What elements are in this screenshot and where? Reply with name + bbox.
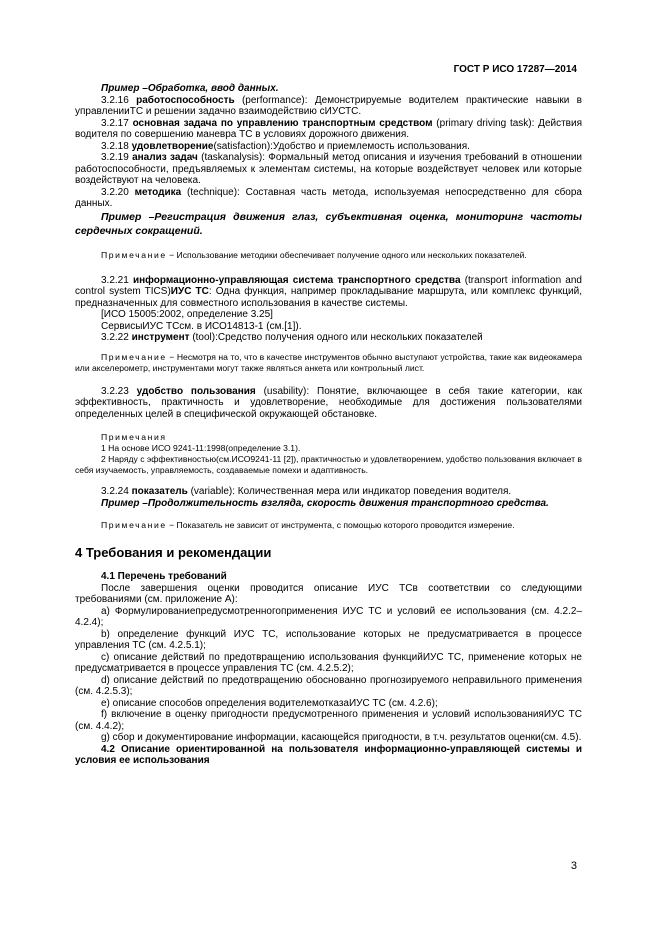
term-title: удовлетворение <box>131 140 214 152</box>
list-item: c) описание действий по предотвращению использования функцийИУС ТС, применение которых не предусматривается в процессе управления ТС (см. 4.2.5.2); <box>75 651 582 674</box>
note-item: 1 На основе ИСО 9241-11:1998(определение 3.1). <box>101 443 301 453</box>
reference: СервисыИУС ТСсм. в ИСО14813-1 (см.[1]). <box>101 320 302 332</box>
example-text: Пример –Продолжительность взгляда, скорость движения транспортного средства. <box>101 497 549 509</box>
note: Примечание − Использование методики обеспечивает получение одного или нескольких показателей. <box>101 249 527 260</box>
term-title: информационно-управляющая система транспортного средства <box>132 274 461 286</box>
term-abbreviation: ИУС ТС <box>170 286 209 297</box>
example-text: Пример –Обработка, ввод данных. <box>101 83 279 94</box>
list-item: a) Формулированиепредусмотренногоприменения ИУС ТС и условий ее использования (см. 4.2.2–4.2.4); <box>75 605 582 628</box>
note: Примечание − Несмотря на то, что в качестве инструментов обычно выступают устройства, такие как видеокамера или акселерометр, инструментами могут также являться анкета или контрольный лист. <box>75 351 582 373</box>
term-title: работоспособность <box>136 94 235 106</box>
document-body <box>75 83 582 767</box>
example-text: Пример –Регистрация движения глаз, субъективная оценка, мониторинг частоты сердечных сокращений. <box>75 210 582 237</box>
note-item: 2 Наряду с эффективностью(см.ИСО9241-11 [2]), практичностью и удовлетворением, удобство пользования включает в себя изучаемость, управляемость, создаваемые помехи и адаптивность. <box>75 454 582 475</box>
term-3-2-17: 3.2.17 основная задача по управлению транспортным средством (primary driving task): Действия водителя по совершению маневра ТС в условиях дорожного движения. <box>75 117 582 140</box>
term-title: инструмент <box>131 332 190 343</box>
paragraph: После завершения оценки проводится описание ИУС ТСв соответствии со следующими требованиями (см. приложение А): <box>75 582 582 605</box>
list-item: e) описание способов определения водителемотказаИУС ТС (см. 4.2.6); <box>101 697 438 709</box>
list-item: g) сбор и документирование информации, касающейся пригодности, в т.ч. результатов оценки(см. 4.5). <box>101 732 582 743</box>
section-heading-4: 4 Требования и рекомендации <box>75 545 272 560</box>
notes-label: Примечания <box>101 432 167 442</box>
term-3-2-20: 3.2.20 методика (technique): Составная часть метода, используемая непосредственно для сбора данных. <box>75 186 582 209</box>
subsection-heading-4-2: 4.2 Описание ориентированной на пользователя информационно-управляющей системы и условия ее использования <box>75 743 582 766</box>
term-title: основная задача по управлению транспортным средством <box>132 117 433 129</box>
list-item: b) определение функций ИУС ТС, использование которых не предусматривается в процессе управления ТС (см. 4.2.5.1); <box>75 628 582 651</box>
page-number: 3 <box>570 860 577 872</box>
term-title: анализ задач <box>132 152 198 163</box>
term-3-2-21: 3.2.21 информационно-управляющая система транспортного средства (transport information and control system TICS)ИУС ТС: Одна функция, например прокладывание маршрута, или комплекс функций, предназначенных для совместного использования в качестве системы. <box>75 274 582 309</box>
note: Примечание − Показатель не зависит от инструмента, с помощью которого проводится измерение. <box>101 520 515 530</box>
list-item: d) описание действий по предотвращению обоснованно прогнозируемого неправильного применения (см. 4.2.5.3); <box>75 674 582 697</box>
term-3-2-18: 3.2.18 удовлетворение(satisfaction):Удобство и приемлемость использования. <box>101 140 470 152</box>
term-title: показатель <box>131 486 188 497</box>
term-3-2-16: 3.2.16 работоспособность (performance): Демонстрируемые водителем практические навыки в управленииТС и решении задачно взаимодействию сИУСТС. <box>75 94 582 117</box>
reference: [ИСО 15005:2002, определение 3.25] <box>101 309 273 320</box>
term-3-2-24: 3.2.24 показатель (variable): Количественная мера или индикатор поведения водителя. <box>101 486 512 497</box>
document-code: ГОСТ Р ИСО 17287—2014 <box>453 64 577 75</box>
term-3-2-22: 3.2.22 инструмент (tool):Средство получения одного или нескольких показателей <box>101 332 483 343</box>
subsection-heading-4-1: 4.1 Перечень требований <box>101 571 227 582</box>
term-title: методика <box>134 186 182 198</box>
term-title: удобство пользования <box>136 385 256 397</box>
term-3-2-19: 3.2.19 анализ задач (taskanalysis): Формальный метод описания и изучения требований в отношении работоспособности, предъявляемых к элементам системы, на которые воздействует человек или которые воздействуют на человека. <box>75 152 582 186</box>
term-3-2-23: 3.2.23 удобство пользования (usability): Понятие, включающее в себя такие категории, как эффективность, практичность и удовлетворение, необходимые для достижения пользователями определенных целей в специфической окружающей обстановке. <box>75 385 582 420</box>
list-item: f) включение в оценку пригодности предусмотренного применения и условий использованияИУС ТС (см. 4.4.2); <box>75 709 582 732</box>
